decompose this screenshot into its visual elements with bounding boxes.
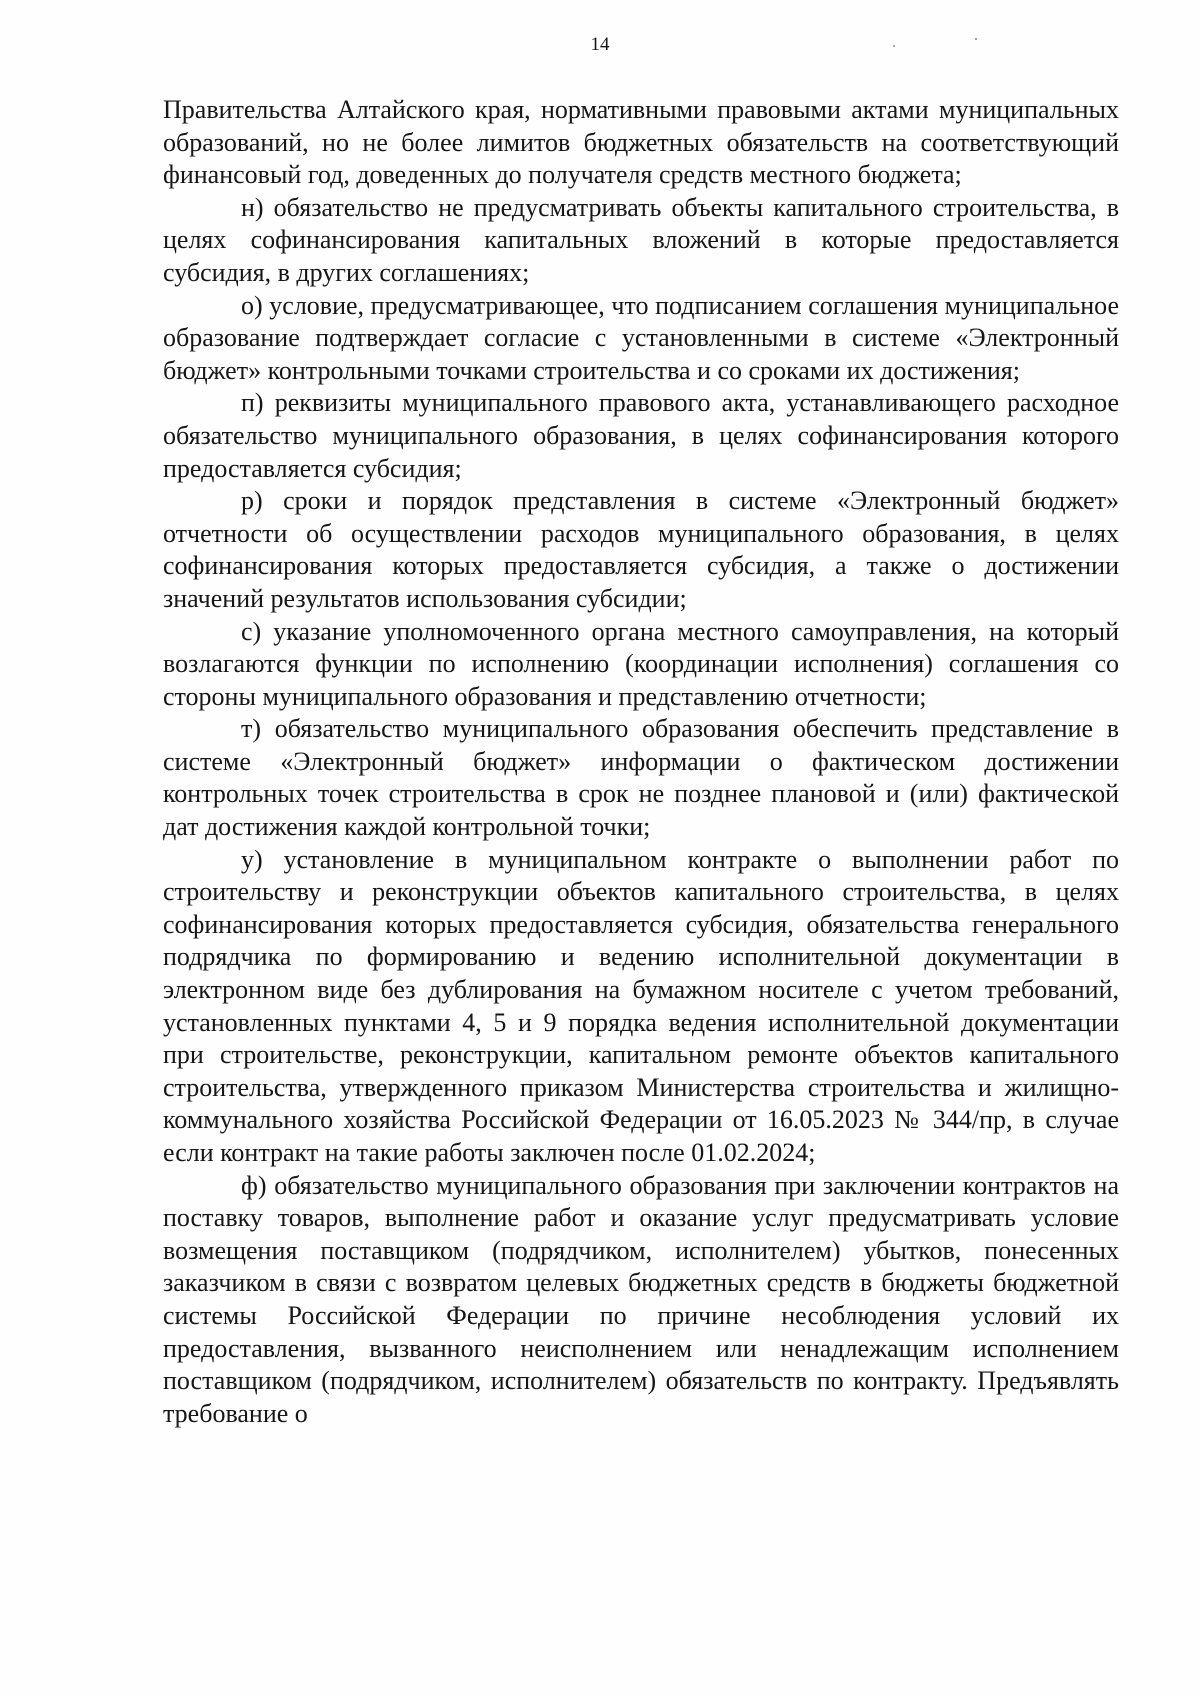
paragraph-item-r: р) сроки и порядок представления в системе «Электронный бюджет» отчетности об осуществлении расходов муниципального образования, в целях софинансирования которых предоставляется субсидия, а также о достижении значений результатов использования субсидии; [163, 486, 1119, 613]
page-number: 14 [590, 34, 610, 55]
scan-speck [893, 45, 895, 47]
paragraph-item-s: с) указание уполномоченного органа местного самоуправления, на который возлагаются функции по исполнению (координации исполнения) соглашения со стороны муниципального образования и представлению отчетности; [163, 616, 1119, 711]
paragraph-item-u: у) установление в муниципальном контракте о выполнении работ по строительству и реконструкции объектов капитального строительства, в целях софинансирования которых предоставляется субсидия, обязательства генерального подрядчика по формированию и ведению исполнительной документации в электронном виде без дублирования на бумажном носителе с учетом требований, установленных пунктами 4, 5 и 9 порядка ведения исполнительной документации при строительстве, реконструкции, капитальном ремонте объектов капитального строительства, утвержденного приказом Министерства строительства и жилищно-коммунального хозяйства Российской Федерации от 16.05.2023 № 344/пр, в случае если контракт на такие работы заключен после 01.02.2024; [163, 844, 1119, 1167]
paragraph-item-t: т) обязательство муниципального образования обеспечить представление в системе «Электронный бюджет» информации о фактическом достижении контрольных точек строительства в срок не позднее плановой и (или) фактической дат достижения каждой контрольной точки; [163, 714, 1119, 842]
paragraph-item-f: ф) обязательство муниципального образования при заключении контрактов на поставку товаров, выполнение работ и оказание услуг предусматривать условие возмещения поставщиком (подрядчиком, исполнителем) убытков, понесенных заказчиком в связи с возвратом целевых бюджетных средств в бюджеты бюджетной системы Российской Федерации по причине несоблюдения условий их предоставления, вызванного неисполнением или ненадлежащим исполнением поставщиком (подрядчиком, исполнителем) обязательств по контракту. Предъявлять требование о [163, 1170, 1119, 1428]
scan-speck [975, 38, 977, 40]
paragraph-item-o: о) условие, предусматривающее, что подписанием соглашения муниципальное образование подтверждает согласие с установленными в системе «Электронный бюджет» контрольными точками строительства и со сроками их достижения; [163, 290, 1119, 385]
paragraph-item-p: п) реквизиты муниципального правового акта, устанавливающего расходное обязательство муниципального образования, в целях софинансирования которого предоставляется субсидия; [163, 388, 1119, 483]
paragraph-item-n: н) обязательство не предусматривать объекты капитального строительства, в целях софинансирования капитальных вложений в которые предоставляется субсидия, в других соглашениях; [163, 192, 1119, 287]
paragraph-continuation: Правительства Алтайского края, нормативными правовыми актами муниципальных образований, но не более лимитов бюджетных обязательств на соответствующий финансовый год, доведенных до получателя средств местного бюджета; [163, 95, 1119, 190]
document-body [163, 94, 1119, 1430]
